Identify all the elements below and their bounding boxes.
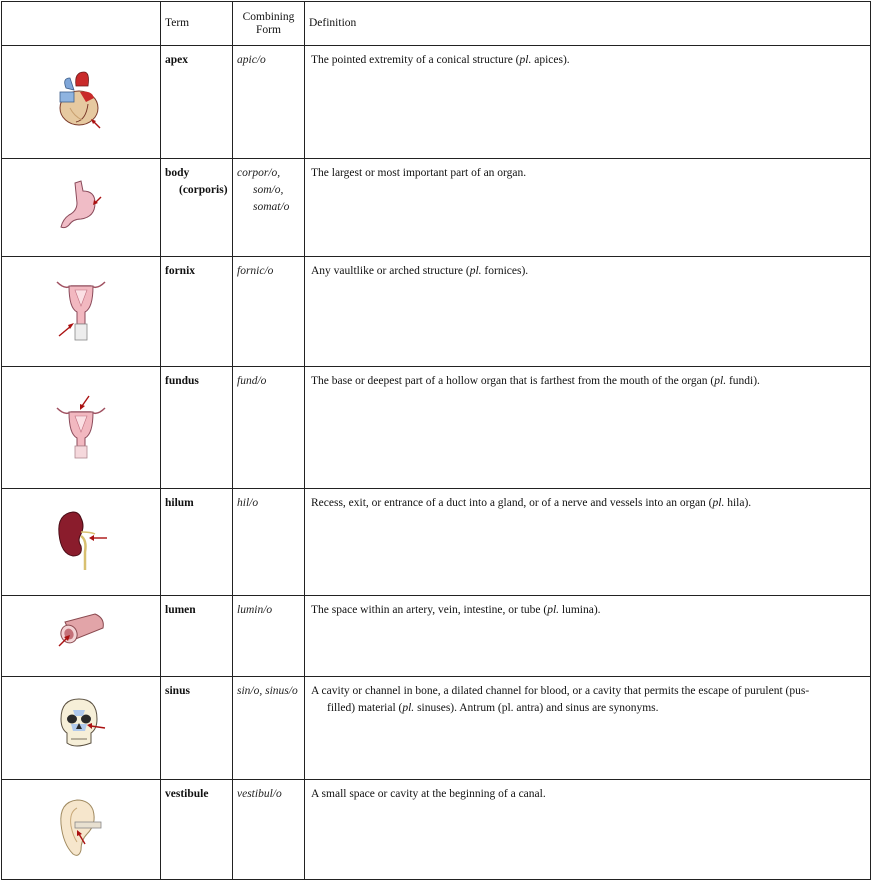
term-cell: body (corporis): [161, 159, 233, 257]
terms-table: [1, 1, 871, 880]
combining-form-cell: fund/o: [233, 367, 305, 489]
uterus-icon: [51, 390, 111, 460]
term-cell: vestibule: [161, 780, 233, 880]
combining-form-cell: vestibul/o: [233, 780, 305, 880]
definition-cell: Any vaultlike or arched structure (pl. fornices).: [305, 257, 871, 367]
term-header: Term: [161, 2, 233, 46]
image-cell: [2, 159, 161, 257]
table-row: [2, 159, 871, 257]
combining-form-cell: lumin/o: [233, 596, 305, 677]
term-cell: fundus: [161, 367, 233, 489]
definition-cell: The base or deepest part of a hollow organ that is farthest from the mouth of the organ (pl. fundi).: [305, 367, 871, 489]
image-cell: [2, 780, 161, 880]
table-row: [2, 596, 871, 677]
term-cell: apex: [161, 46, 233, 159]
definition-cell: A small space or cavity at the beginning of a canal.: [305, 780, 871, 880]
table-row: [2, 367, 871, 489]
image-header: [2, 2, 161, 46]
header-row: [2, 2, 871, 46]
image-cell: [2, 257, 161, 367]
term-cell: sinus: [161, 677, 233, 780]
table-row: [2, 780, 871, 880]
heart-icon: [46, 64, 116, 134]
tube-icon: [51, 608, 111, 658]
skull-icon: [51, 695, 111, 755]
definition-cell: The space within an artery, vein, intestine, or tube (pl. lumina).: [305, 596, 871, 677]
ear-icon: [51, 792, 111, 862]
image-cell: [2, 46, 161, 159]
stomach-icon: [51, 175, 111, 235]
table-row: [2, 46, 871, 159]
combining-form-cell: hil/o: [233, 489, 305, 596]
table-row: [2, 677, 871, 780]
term-cell: hilum: [161, 489, 233, 596]
term-cell: fornix: [161, 257, 233, 367]
term-cell: lumen: [161, 596, 233, 677]
combining-form-cell: fornic/o: [233, 257, 305, 367]
table-row: [2, 489, 871, 596]
combining-form-cell: corpor/o, som/o, somat/o: [233, 159, 305, 257]
combining-form-cell: apic/o: [233, 46, 305, 159]
table-row: [2, 257, 871, 367]
combining-form-cell: sin/o, sinus/o: [233, 677, 305, 780]
definition-cell: A cavity or channel in bone, a dilated channel for blood, or a cavity that permits the escape of purulent (pus- filled) material (pl. sinuses). Antrum (pl. antra) and sinus are synonyms.: [305, 677, 871, 780]
image-cell: [2, 677, 161, 780]
kidney-icon: [51, 504, 111, 574]
image-cell: [2, 596, 161, 677]
uterus-icon: [51, 274, 111, 344]
definition-cell: The pointed extremity of a conical structure (pl. apices).: [305, 46, 871, 159]
definition-header: Definition: [305, 2, 871, 46]
image-cell: [2, 489, 161, 596]
image-cell: [2, 367, 161, 489]
combining-form-header: Combining Form: [233, 2, 305, 46]
definition-cell: The largest or most important part of an organ.: [305, 159, 871, 257]
definition-cell: Recess, exit, or entrance of a duct into a gland, or of a nerve and vessels into an organ (pl. hila).: [305, 489, 871, 596]
